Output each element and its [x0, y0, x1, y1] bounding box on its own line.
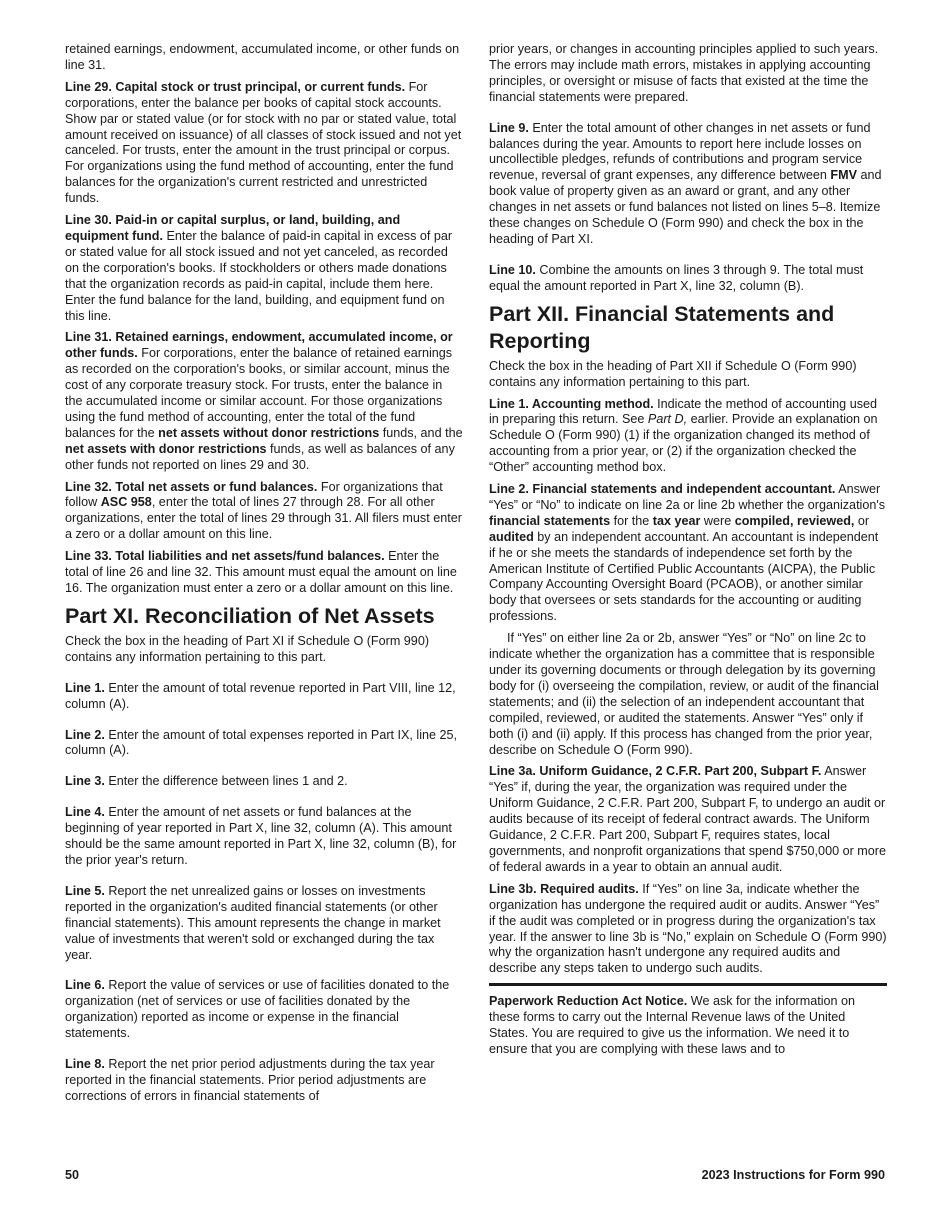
- paragraph-continuation: prior years, or changes in accounting principles applied to such years. The errors may include math errors, mistakes in applying accounting principles, or oversight or misuse of facts that existed at the time the financial statements were prepared.: [489, 42, 879, 104]
- section-divider: [489, 983, 887, 986]
- line-33-heading: Line 33. Total liabilities and net assets/fund balances.: [65, 549, 385, 564]
- paperwork-reduction-notice: Paperwork Reduction Act Notice. We ask for the information on these forms to carry out the Internal Revenue laws of the United States. You are required to give us the information. We need it to ensure that you are complying with these laws and to: [489, 994, 856, 1056]
- reconciliation-line-6: Line 6. Report the value of services or use of facilities donated to the organization (net of services or use of facilities donated by the organization) reported as income or expense in the financial statements.: [65, 978, 450, 1041]
- part-xii-heading: Part XII. Financial Statements and Reporting: [489, 301, 835, 353]
- reconciliation-line-4: Line 4. Enter the amount of net assets or fund balances at the beginning of year reported in Part X, line 32, column (A). This amount should be the same amount reported in Part X, line 32, column (B), for the prior year's return.: [65, 805, 457, 867]
- reconciliation-line-3: Line 3. Enter the difference between lines 1 and 2.: [65, 774, 348, 789]
- financial-line-2-continued: If “Yes” on either line 2a or 2b, answer “Yes” or “No” on line 2c to indicate whether the organization has a committee that is responsible under its governing documents or through delegation by its governing body for (i) overseeing the compilation, review, or audit of the financial statements; and (ii) the selection of an independent accountant that compiled, reviewed, or audited the statements. Answer “Yes” only if both (i) and (ii) apply. If this process has changed from the prior year, describe on Schedule O (Form 990).: [489, 631, 879, 757]
- reconciliation-line-10: Line 10. Combine the amounts on lines 3 through 9. The total must equal the amount reported in Part X, line 32, column (B).: [489, 262, 864, 293]
- line-32-heading: Line 32. Total net assets or fund balances.: [65, 479, 318, 494]
- document-title: 2023 Instructions for Form 990: [701, 1168, 885, 1182]
- reconciliation-line-2: Line 2. Enter the amount of total expenses reported in Part IX, line 25, column (A).: [65, 727, 458, 758]
- paragraph-continuation: retained earnings, endowment, accumulated income, or other funds on line 31.: [65, 42, 460, 72]
- reconciliation-line-9: Line 9. Enter the total amount of other changes in net assets or fund balances during the year. Amounts to report here include losses on uncollectible pledges, refunds of contributions and program service revenue, reversal of grant expenses, any difference between FMV and book value of property given as an award or grant, and any other changes in net assets or fund balances not listed on lines 5–8. Itemize these changes on Schedule O (Form 990) and check the box in the heading of Part XI.: [489, 120, 882, 246]
- line-31-heading: Line 31. Retained earnings, endowment, accumulated income, or other funds.: [65, 330, 453, 361]
- financial-line-2: Line 2. Financial statements and independent accountant. Answer “Yes” or “No” to indicate on line 2a or line 2b whether the organization's financial statements for the tax year were compiled, reviewed, or audited by an independent accountant. An accountant is independent if he or she meets the standards of independence set forth by the American Institute of Certified Public Accountants (AICPA), the Public Company Accounting Oversight Board (PCAOB), or another similar body that oversees or sets standards for the accounting or auditing professions.: [489, 482, 886, 624]
- line-31: Line 31. Retained earnings, endowment, accumulated income, or other funds. For corporations, enter the balance of retained earnings as recorded on the corporation's books, or similar account, minus the cost of any corporate treasury stock. For trusts, enter the balance in the accumulated income or similar account. For those organizations using the fund method of accounting, enter the total of the fund balances for the net assets without donor restrictions funds, and the net assets with donor restrictions funds, as well as balances of any other funds not reported on lines 29 and 30.: [65, 330, 463, 472]
- right-column: [489, 42, 887, 1064]
- reconciliation-line-8: Line 8. Report the net prior period adjustments during the tax year reported in the financial statements. Prior period adjustments are corrections of errors in financial statements of: [65, 1057, 435, 1103]
- financial-line-1: Line 1. Accounting method. Indicate the method of accounting used in preparing this return. See Part D, earlier. Provide an explanation on Schedule O (Form 990) (1) if the organization changed its method of accounting from a prior year, or (2) if the organization checked the “Other” accounting method box.: [489, 396, 878, 475]
- line-29: Line 29. Capital stock or trust principal, or current funds. For corporations, enter the balance per books of capital stock accounts. Show par or stated value (or for stock with no par or stated value, total amount received on issuance) of all classes of stock issued and not yet canceled. For trusts, enter the amount in the trust principal or corpus. For organizations using the fund method of accounting, enter the fund balances for the organization's current restricted and unrestricted funds.: [65, 79, 462, 206]
- part-xi-intro: Check the box in the heading of Part XI if Schedule O (Form 990) contains any information pertaining to this part.: [65, 633, 430, 664]
- part-xi-heading: Part XI. Reconciliation of Net Assets: [65, 603, 435, 628]
- financial-line-3a: Line 3a. Uniform Guidance, 2 C.F.R. Part 200, Subpart F. Answer “Yes” if, during the year, the organization was required under the Uniform Guidance, 2 C.F.R. Part 200, Subpart F, to undergo an audit or audits because of its receipt of federal contract awards. The Uniform Guidance, 2 C.F.R. Part 200, Subpart F, requires states, local governments, and nonprofit organizations that spend $750,000 or more of federal awards in a year to obtain an annual audit.: [489, 764, 886, 874]
- reconciliation-line-5: Line 5. Report the net unrealized gains or losses on investments reported in the organization's audited financial statements (or other financial statements). This amount represents the change in market value of investments that weren't sold or exchanged during the tax year.: [65, 883, 441, 962]
- line-30: Line 30. Paid-in or capital surplus, or land, building, and equipment fund. Enter the balance of paid-in capital in excess of par or stated value for all stock issued and not yet canceled, as recorded on the corporation's books. If stockholders or others made donations that the organization records as paid-in capital, include them here. Enter the fund balance for the land, building, and equipment fund on this line.: [65, 213, 453, 323]
- line-30-heading: Line 30. Paid-in or capital surplus, or land, building, and equipment fund.: [65, 213, 401, 243]
- reconciliation-line-1: Line 1. Enter the amount of total revenue reported in Part VIII, line 12, column (A).: [65, 680, 456, 711]
- line-29-heading: Line 29. Capital stock or trust principal, or current funds.: [65, 79, 406, 94]
- line-33: Line 33. Total liabilities and net assets/fund balances. Enter the total of line 26 and line 32. This amount must equal the amount on line 16. The organization must enter a zero or a dollar amount on this line.: [65, 549, 457, 595]
- part-xii-intro: Check the box in the heading of Part XII if Schedule O (Form 990) contains any information pertaining to this part.: [489, 358, 857, 389]
- page-number: 50: [65, 1168, 80, 1182]
- left-column: [65, 42, 463, 1111]
- line-32: Line 32. Total net assets or fund balances. For organizations that follow ASC 958, enter the total of lines 27 through 28. For all other organizations, enter the total of lines 29 through 31. All filers must enter a zero or a dollar amount on this line.: [65, 479, 462, 542]
- financial-line-3b: Line 3b. Required audits. If “Yes” on line 3a, indicate whether the organization has undergone the required audit or audits. Answer “Yes” if the audit was completed or in progress during the organization's tax year. If the answer to line 3b is “No,” explain on Schedule O (Form 990) why the organization hasn't undergone any required audits and describe any steps taken to undergo such audits.: [489, 881, 887, 976]
